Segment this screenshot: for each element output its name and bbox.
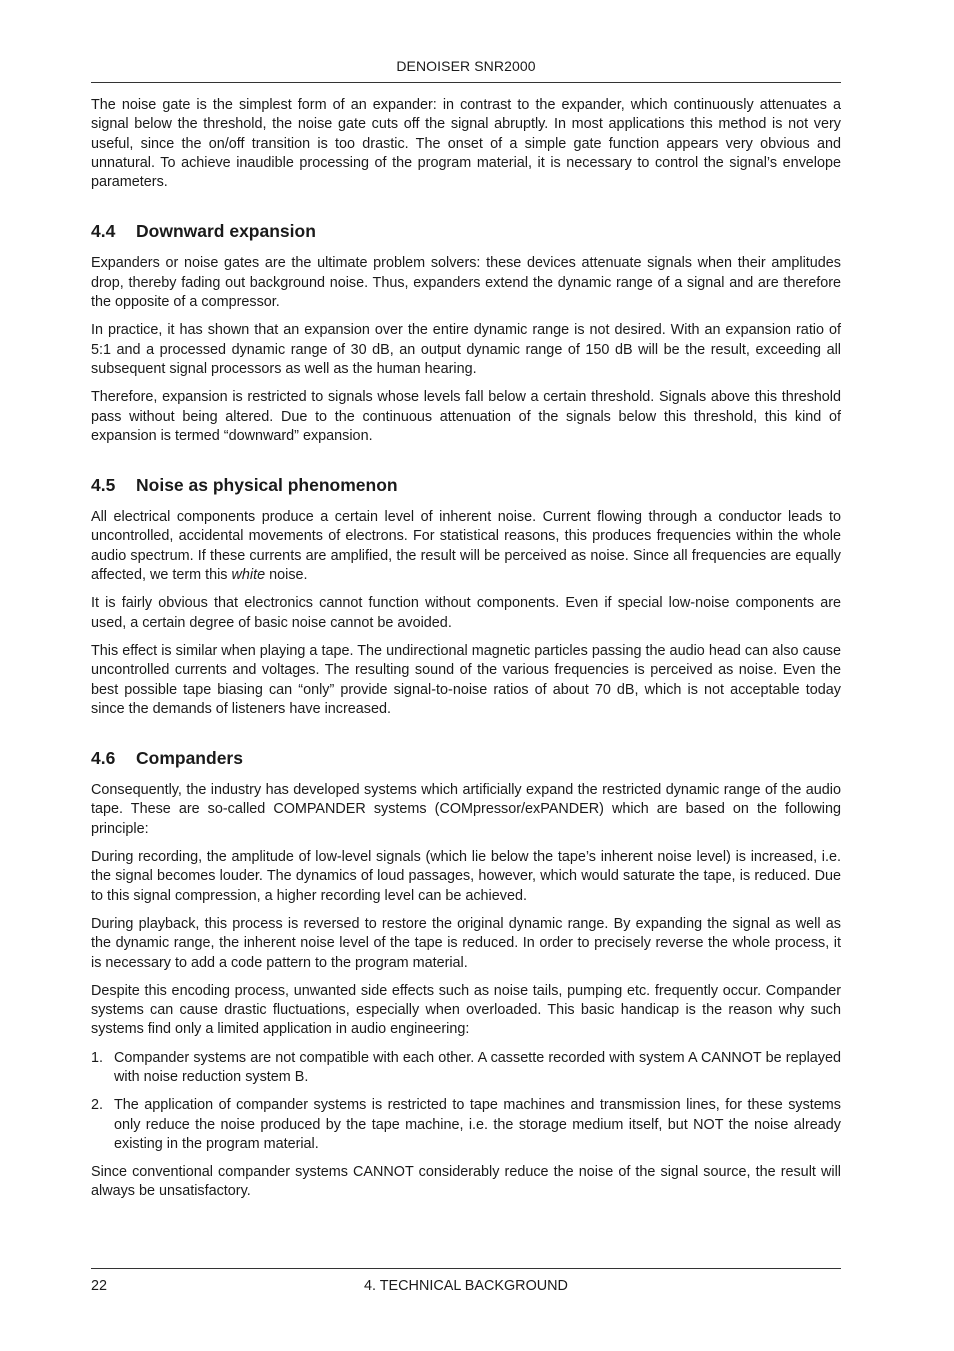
list-item-text: The application of compander systems is restricted to tape machines and transmission lines, for these systems only reduce the noise produced by the tape machine, i.e. the storage medium itself, but NOT the noise already existing in the program material. [114,1097,841,1152]
section-heading-4-6 [91,747,841,769]
paragraph: This effect is similar when playing a tape. The undirectional magnetic particles passing the audio head can also cause uncontrolled currents and voltages. The resulting sound of the various frequencies is perceived as noise. Even the best possible tape biasing can “only” provide signal-to-noise ratios of about 70 dB, which is not acceptable today since the demands of listeners have increased. [91,642,841,717]
paragraph: Consequently, the industry has developed systems which artificially expand the restricted dynamic range of the audio tape. These are so-called COMPANDER systems (COMpressor/exPANDER) which are based on the following principle: [91,782,841,837]
page-number: 22 [91,1278,108,1294]
paragraph: During playback, this process is reversed to restore the original dynamic range. By expanding the signal as well as the dynamic range, the inherent noise level of the tape is reduced. In order to precisely reverse the whole process, it is necessary to add a code pattern to the program material. [91,915,841,971]
section-title: Noise as physical phenomenon [136,475,398,496]
text-run: All electrical components produce a certain level of inherent noise. Current flowing through a conductor leads to uncontrolled, accidental movements of electrons. For statistical reasons, this produces frequencies within the whole audio spectrum. If these currents are amplified, the result will be perceived as noise. Since all frequencies are equally affected, we term this [91,509,841,584]
section-number: 4.4 [91,221,116,242]
section-title: Downward expansion [136,221,316,242]
paragraph: In practice, it has shown that an expansion over the entire dynamic range is not desired. With an expansion ratio of 5:1 and a processed dynamic range of 30 dB, an output dynamic range of 150 dB will be the result, exceeding all subsequent signal processors as well as the human hearing. [91,322,841,377]
intro-paragraph: The noise gate is the simplest form of an expander: in contrast to the expander, which continuously attenuates a signal below the threshold, the noise gate cuts off the signal abruptly. In most applications this method is not very useful, since the on/off transition is too drastic. The onset of a simple gate function appears very obvious and unnatural. To achieve inaudible processing of the program material, it is necessary to control the signal’s envelope parameters. [91,97,841,191]
paragraph: Therefore, expansion is restricted to signals whose levels fall below a certain threshold. Signals above this threshold pass without being altered. Due to the continuous attenuation of the signals below this threshold, this kind of expansion is termed “downward” expansion. [91,389,841,444]
running-footer: 4. TECHNICAL BACKGROUND [364,1278,568,1294]
paragraph: Despite this encoding process, unwanted side effects such as noise tails, pumping etc. frequently occur. Compander systems can cause drastic fluctuations, especially when overloaded. This basic handicap is the reason why such systems find only a limited application in audio engineering: [91,982,841,1038]
running-header: DENOISER SNR2000 [396,58,536,74]
numbered-list [91,1049,841,1154]
list-item [91,1049,841,1088]
emphasis-white: white [231,567,266,584]
list-item [91,1096,841,1154]
paragraph [91,508,841,585]
paragraph: Expanders or noise gates are the ultimate problem solvers: these devices attenuate signals when their amplitudes drop, thereby fading out background noise. Thus, expanders extend the dynamic range of a signal and are therefore the opposite of a compressor. [91,255,841,311]
section-number: 4.6 [91,748,116,769]
list-item-text: Compander systems are not compatible with each other. A cassette recorded with system A CANNOT be replayed with noise reduction system B. [114,1049,841,1085]
list-marker: 2. [91,1097,104,1114]
list-marker: 1. [91,1049,104,1066]
section-number: 4.5 [91,475,116,496]
paragraph: During recording, the amplitude of low-level signals (which lie below the tape’s inherent noise level) is increased, i.e. the signal becomes louder. The dynamics of loud passages, however, which would saturate the tape, is reduced. Due to this signal compression, a higher recording level can be achieved. [91,849,841,904]
page-content [91,96,841,1211]
header-rule [91,82,841,83]
paragraph: It is fairly obvious that electronics cannot function without components. Even if special low-noise components are used, a certain degree of basic noise cannot be avoided. [91,595,841,631]
paragraph: Since conventional compander systems CANNOT considerably reduce the noise of the signal source, the result will always be unsatisfactory. [91,1164,841,1200]
section-title: Companders [136,748,243,769]
section-heading-4-4 [91,220,841,242]
footer-rule [91,1268,841,1269]
text-run: noise. [265,567,308,584]
section-heading-4-5 [91,474,841,496]
